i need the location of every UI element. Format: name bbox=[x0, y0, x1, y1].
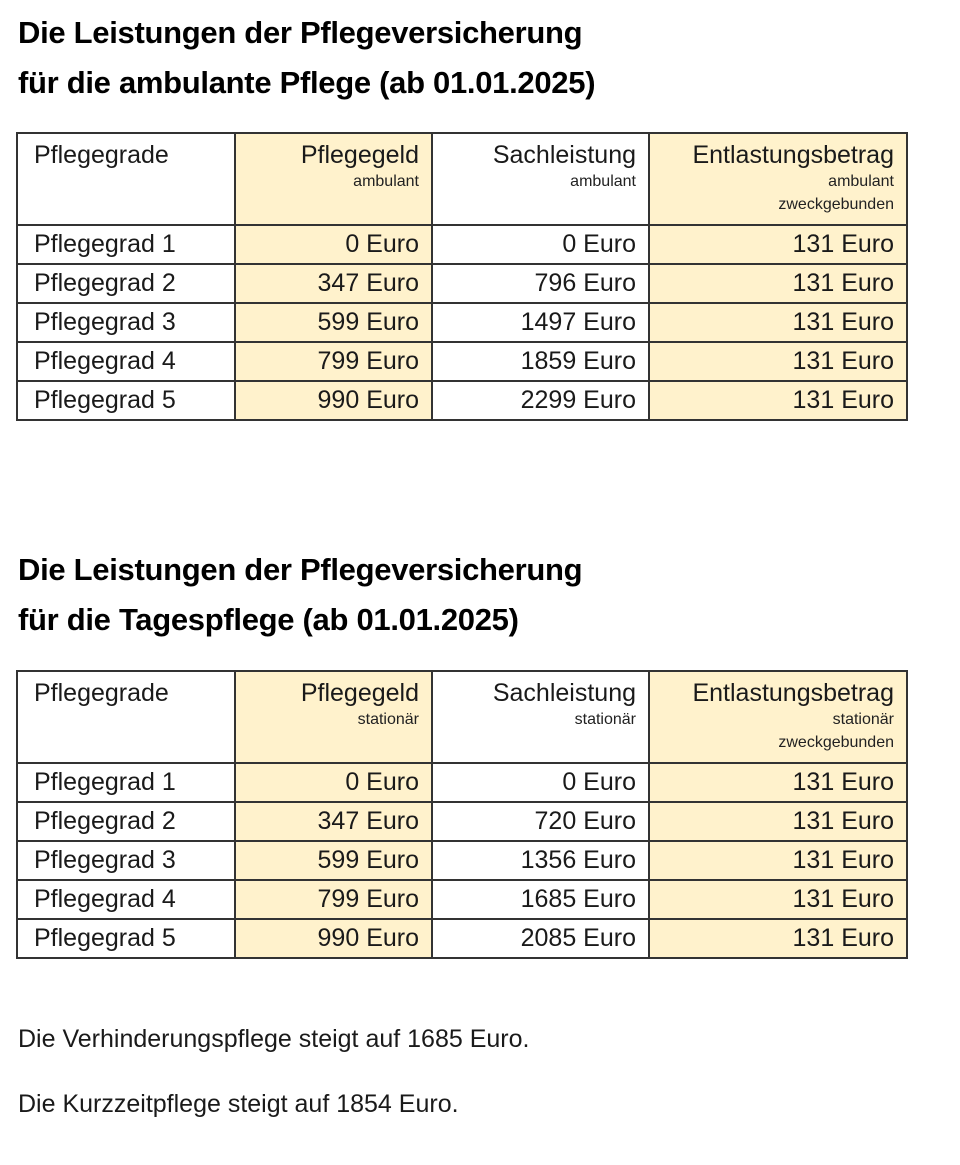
table-row bbox=[17, 841, 907, 880]
cell-grade: Pflegegrad 2 bbox=[17, 802, 235, 841]
table-row bbox=[17, 880, 907, 919]
table-tagespflege bbox=[16, 670, 908, 959]
cell-sachleistung: 1685 Euro bbox=[432, 880, 649, 919]
cell-sachleistung: 1859 Euro bbox=[432, 342, 649, 381]
table-header-row bbox=[17, 133, 907, 225]
header-entlastung-sub1: ambulant bbox=[828, 173, 894, 190]
table-row bbox=[17, 802, 907, 841]
cell-entlastung: 131 Euro bbox=[649, 802, 907, 841]
header-sachleistung-sub: stationär bbox=[574, 711, 636, 728]
cell-pflegegeld: 799 Euro bbox=[235, 880, 432, 919]
cell-sachleistung: 0 Euro bbox=[432, 763, 649, 802]
header-entlastung-sub2: zweckgebunden bbox=[778, 196, 894, 213]
table-row bbox=[17, 225, 907, 264]
cell-sachleistung: 0 Euro bbox=[432, 225, 649, 264]
title-line-1: Die Leistungen der Pflegeversicherung bbox=[18, 552, 583, 587]
cell-grade: Pflegegrad 3 bbox=[17, 841, 235, 880]
section-tagespflege-title bbox=[18, 545, 582, 645]
table-row bbox=[17, 919, 907, 958]
header-entlastung-sub1: stationär bbox=[832, 711, 894, 728]
cell-pflegegeld: 347 Euro bbox=[235, 264, 432, 303]
cell-sachleistung: 2085 Euro bbox=[432, 919, 649, 958]
cell-entlastung: 131 Euro bbox=[649, 225, 907, 264]
header-pflegegeld: Pflegegeld ambulant bbox=[235, 133, 432, 225]
cell-entlastung: 131 Euro bbox=[649, 919, 907, 958]
cell-entlastung: 131 Euro bbox=[649, 841, 907, 880]
header-sachleistung-sub: ambulant bbox=[570, 173, 636, 190]
cell-pflegegeld: 347 Euro bbox=[235, 802, 432, 841]
cell-sachleistung: 796 Euro bbox=[432, 264, 649, 303]
note-verhinderungspflege: Die Verhinderungspflege steigt auf 1685 Euro. bbox=[18, 1025, 530, 1053]
cell-pflegegeld: 0 Euro bbox=[235, 225, 432, 264]
table-row bbox=[17, 763, 907, 802]
cell-sachleistung: 2299 Euro bbox=[432, 381, 649, 420]
cell-grade: Pflegegrad 5 bbox=[17, 919, 235, 958]
header-pflegegrade: Pflegegrade bbox=[17, 133, 235, 225]
cell-pflegegeld: 990 Euro bbox=[235, 919, 432, 958]
header-entlastungsbetrag: Entlastungsbetrag stationär zweckgebunden bbox=[649, 671, 907, 763]
cell-entlastung: 131 Euro bbox=[649, 303, 907, 342]
cell-pflegegeld: 599 Euro bbox=[235, 841, 432, 880]
cell-grade: Pflegegrad 4 bbox=[17, 342, 235, 381]
cell-pflegegeld: 599 Euro bbox=[235, 303, 432, 342]
header-pflegegrade: Pflegegrade bbox=[17, 671, 235, 763]
table-ambulant bbox=[16, 132, 908, 421]
cell-entlastung: 131 Euro bbox=[649, 381, 907, 420]
cell-grade: Pflegegrad 1 bbox=[17, 225, 235, 264]
header-sachleistung: Sachleistung ambulant bbox=[432, 133, 649, 225]
cell-entlastung: 131 Euro bbox=[649, 264, 907, 303]
header-pflegegeld-sub: ambulant bbox=[353, 173, 419, 190]
cell-entlastung: 131 Euro bbox=[649, 342, 907, 381]
cell-grade: Pflegegrad 1 bbox=[17, 763, 235, 802]
table-row bbox=[17, 342, 907, 381]
cell-sachleistung: 1356 Euro bbox=[432, 841, 649, 880]
header-pflegegeld: Pflegegeld stationär bbox=[235, 671, 432, 763]
section-ambulant-title bbox=[18, 8, 595, 108]
table-row bbox=[17, 303, 907, 342]
cell-pflegegeld: 799 Euro bbox=[235, 342, 432, 381]
cell-grade: Pflegegrad 5 bbox=[17, 381, 235, 420]
table-header-row bbox=[17, 671, 907, 763]
cell-sachleistung: 1497 Euro bbox=[432, 303, 649, 342]
table-row bbox=[17, 381, 907, 420]
cell-sachleistung: 720 Euro bbox=[432, 802, 649, 841]
note-kurzzeitpflege: Die Kurzzeitpflege steigt auf 1854 Euro. bbox=[18, 1090, 459, 1118]
cell-entlastung: 131 Euro bbox=[649, 763, 907, 802]
cell-grade: Pflegegrad 2 bbox=[17, 264, 235, 303]
cell-grade: Pflegegrad 3 bbox=[17, 303, 235, 342]
title-line-1: Die Leistungen der Pflegeversicherung bbox=[18, 15, 583, 50]
cell-pflegegeld: 0 Euro bbox=[235, 763, 432, 802]
header-entlastung-sub2: zweckgebunden bbox=[778, 734, 894, 751]
header-pflegegeld-sub: stationär bbox=[357, 711, 419, 728]
title-line-2: für die ambulante Pflege (ab 01.01.2025) bbox=[18, 65, 596, 100]
table-row bbox=[17, 264, 907, 303]
header-sachleistung: Sachleistung stationär bbox=[432, 671, 649, 763]
cell-entlastung: 131 Euro bbox=[649, 880, 907, 919]
title-line-2: für die Tagespflege (ab 01.01.2025) bbox=[18, 602, 519, 637]
cell-grade: Pflegegrad 4 bbox=[17, 880, 235, 919]
header-entlastungsbetrag: Entlastungsbetrag ambulant zweckgebunden bbox=[649, 133, 907, 225]
cell-pflegegeld: 990 Euro bbox=[235, 381, 432, 420]
